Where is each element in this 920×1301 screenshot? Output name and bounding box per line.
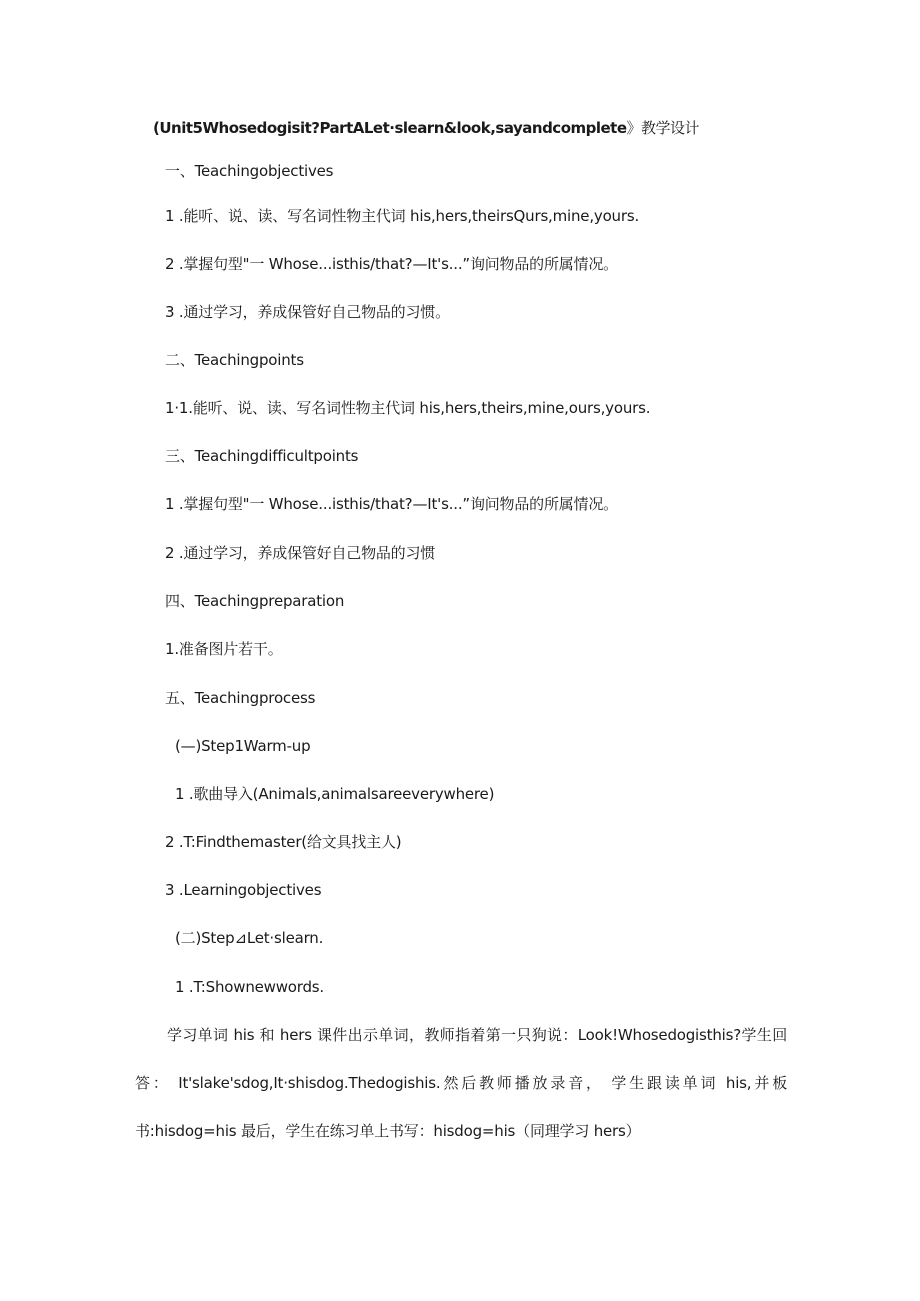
section-heading-process: 五、Teachingprocess (165, 689, 316, 707)
document-title (153, 118, 699, 138)
objective-item-3: 3 .通过学习，养成保管好自己物品的习惯。 (165, 303, 450, 321)
section-heading-preparation: 四、Teachingpreparation (165, 592, 345, 610)
objective-item-1: 1 .能听、说、读、写名词性物主代词 his,hers,theirsQurs,mine,yours. (165, 207, 640, 225)
step2-heading: (二)Step⊿Let·slearn. (175, 929, 324, 947)
objective-item-2: 2 .掌握句型"一 Whose...isthis/that?—It's...”询问物品的所属情况。 (165, 255, 618, 273)
difficult-item-2: 2 .通过学习，养成保管好自己物品的习惯 (165, 544, 436, 562)
points-item-1: 1·1.能听、说、读、写名词性物主代词 his,hers,theirs,mine,ours,yours. (165, 399, 651, 417)
step1-heading: (—)Step1Warm-up (175, 737, 311, 755)
section-heading-difficult-points: 三、Teachingdifficultpoints (165, 447, 359, 465)
step1-item-3: 3 .Learningobjectives (165, 881, 322, 899)
paragraph-line: 学习单词 his 和 hers 课件出示单词，教师指着第一只狗说：Look!Whosedogisthis?学生回 (167, 1026, 787, 1044)
step1-item-2: 2 .T:Findthemaster(给文具找主人) (165, 833, 402, 851)
body-paragraph (135, 1025, 787, 1169)
title-suffix: 》教学设计 (626, 119, 700, 137)
section-heading-objectives: 一、Teachingobjectives (165, 162, 334, 180)
difficult-item-1: 1 .掌握句型"一 Whose...isthis/that?—It's...”询问物品的所属情况。 (165, 495, 618, 513)
title-main: (Unit5Whosedogisit?PartALet·slearn&look,sayandcomplete (153, 119, 627, 137)
section-heading-points: 二、Teachingpoints (165, 351, 304, 369)
step2-item-1: 1 .T:Shownewwords. (175, 978, 324, 996)
paragraph-line: 书:hisdog=his 最后，学生在练习单上书写：hisdog=his（同理学习 hers） (135, 1122, 641, 1140)
step1-item-1: 1 .歌曲导入(Animals,animalsareeverywhere) (175, 785, 495, 803)
paragraph-line: 答： It'slake'sdog,It·shisdog.Thedogishis.然后教师播放录音， 学生跟读单词 his,并板 (135, 1074, 787, 1092)
preparation-item-1: 1.准备图片若干。 (165, 640, 283, 658)
